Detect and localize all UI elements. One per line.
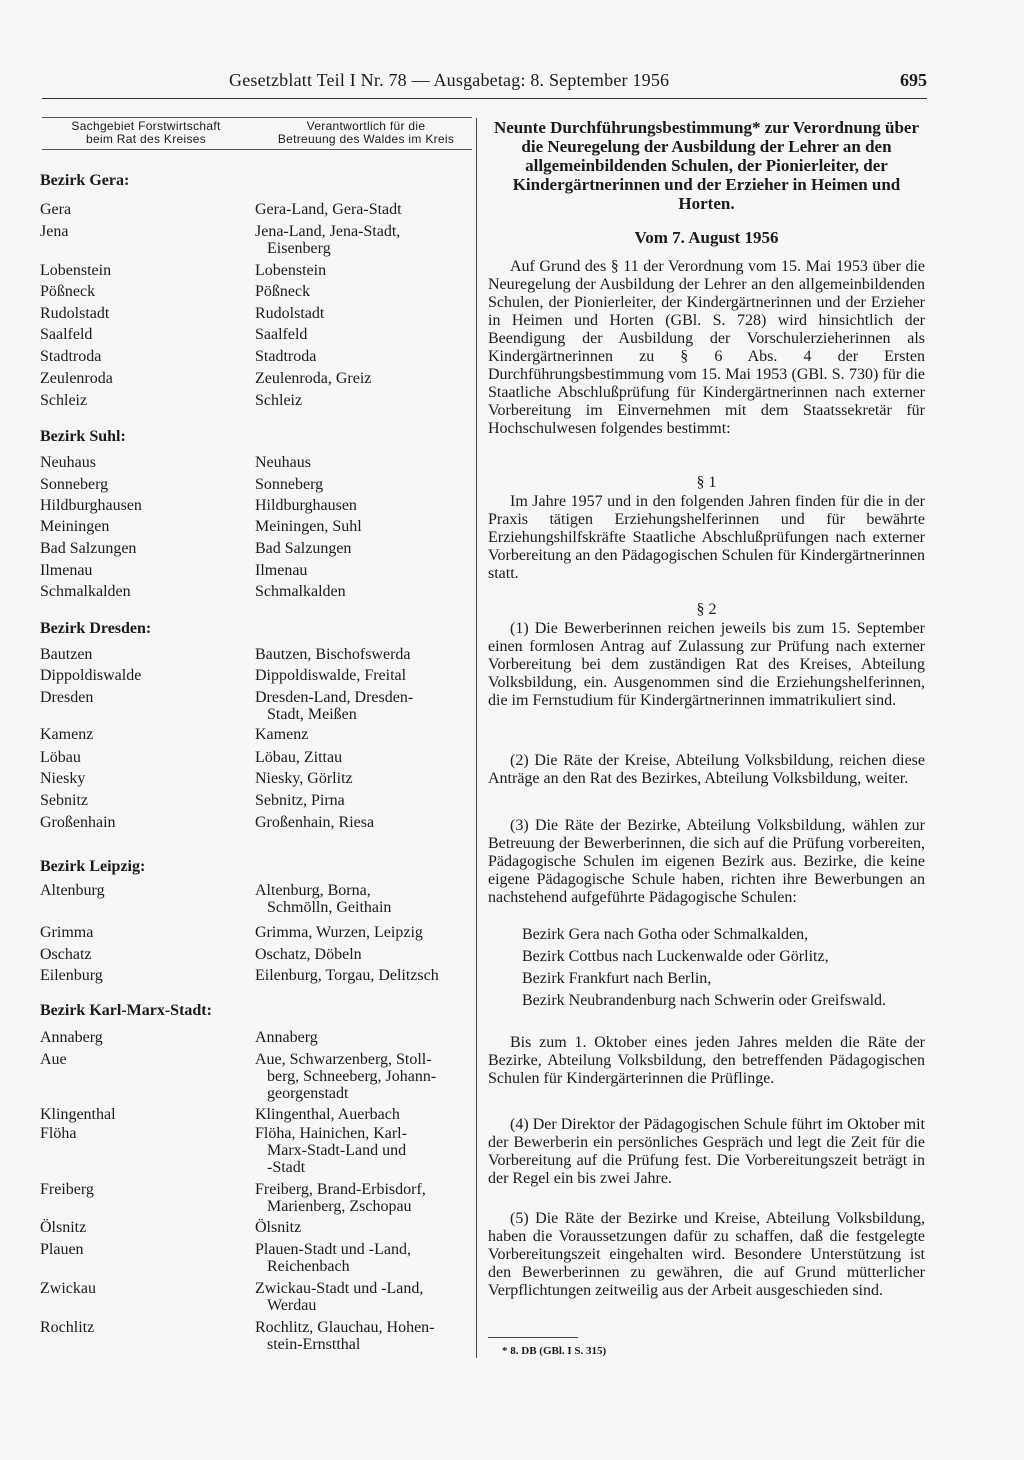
decree-date-block bbox=[488, 228, 925, 247]
responsible-kreise bbox=[255, 223, 471, 257]
section-2-heading: § 2 bbox=[696, 601, 717, 618]
responsible-line: Klingenthal, Auerbach bbox=[255, 1106, 400, 1123]
kreis-name: Dresden bbox=[40, 689, 94, 706]
responsible-line: Werdau bbox=[267, 1297, 317, 1314]
responsible-line: Zwickau-Stadt und -Land, bbox=[255, 1280, 424, 1297]
responsible-line: Bautzen, Bischofswerda bbox=[255, 646, 411, 663]
kreis-name: Zeulenroda bbox=[40, 370, 113, 387]
kreis-name: Aue bbox=[40, 1051, 67, 1068]
district-heading: Bezirk Dresden: bbox=[40, 620, 152, 637]
responsible-line: Gera-Land, Gera-Stadt bbox=[255, 201, 402, 218]
responsible-line: Pößneck bbox=[255, 283, 311, 300]
responsible-line: -Stadt bbox=[267, 1159, 306, 1176]
kreis-name: Bad Salzungen bbox=[40, 540, 137, 557]
responsible-line: Plauen-Stadt und -Land, bbox=[255, 1241, 411, 1258]
table-top-rule bbox=[42, 117, 472, 118]
kreis-name: Neuhaus bbox=[40, 454, 96, 471]
header-rule bbox=[42, 98, 927, 99]
preamble: Auf Grund des § 11 der Verordnung vom 15. Mai 1953 über die Neuregelung der Ausbildung der Lehrer an den allgemeinbildenden Schulen, der Pionierleiter, der Kindergärtnerinnen und der Erzieher in Heimen und Horten (GBl. S. 728) wird hinsichtlich der Beendigung der Ausbildung der Vorschulerzieherinnen als Kindergärtnerinnen zu § 6 Abs. 4 der Ersten Durchführungsbestimmung vom 15. Mai 1953 (GBl. S. 730) für die Staatliche Abschlußprüfung für Kindergärtnerinnen nach externer Vorbereitung im Einvernehmen mit dem Staatssekretär für Hochschulwesen folgendes bestimmt: bbox=[488, 258, 925, 437]
responsible-kreise bbox=[255, 283, 471, 300]
responsible-line: Großenhain, Riesa bbox=[255, 814, 375, 831]
page-number: 695 bbox=[900, 70, 927, 90]
responsible-line: berg, Schneeberg, Johann- bbox=[267, 1068, 437, 1085]
kreis-name: Sebnitz bbox=[40, 792, 88, 809]
kreis-name: Stadtroda bbox=[40, 348, 102, 365]
kreis-name: Annaberg bbox=[40, 1029, 103, 1046]
responsible-line: Annaberg bbox=[255, 1029, 318, 1046]
section-1-heading: § 1 bbox=[696, 474, 717, 491]
responsible-line: georgenstadt bbox=[267, 1085, 349, 1102]
responsible-kreise bbox=[255, 562, 471, 579]
responsible-line: Sebnitz, Pirna bbox=[255, 792, 345, 809]
responsible-kreise bbox=[255, 726, 471, 743]
responsible-kreise bbox=[255, 540, 471, 557]
kreis-name: Plauen bbox=[40, 1241, 84, 1258]
col1-header-line2: beim Rat des Kreises bbox=[85, 132, 207, 146]
responsible-line: Löbau, Zittau bbox=[255, 749, 343, 766]
responsible-kreise bbox=[255, 518, 471, 535]
responsible-line: Sonneberg bbox=[255, 476, 324, 493]
kreis-name: Schleiz bbox=[40, 392, 88, 409]
school-ref-4: Bezirk Neubrandenburg nach Schwerin oder Greifswald. bbox=[522, 992, 887, 1009]
section-2-para-4: (4) Der Direktor der Pädagogischen Schule führt im Oktober mit der Bewerberin ein persönliches Gespräch und legt die Zeit für die Vorbereitung auf die Prüfung fest. Die Vorbereitungszeit beträgt in der Regel ein bis zwei Jahre. bbox=[488, 1116, 925, 1187]
kreis-name: Gera bbox=[40, 201, 72, 218]
responsible-kreise bbox=[255, 1219, 471, 1236]
responsible-kreise bbox=[255, 946, 471, 963]
kreis-name: Flöha bbox=[40, 1125, 77, 1142]
responsible-line: Marienberg, Zschopau bbox=[267, 1198, 412, 1215]
footnote-rule bbox=[488, 1337, 578, 1338]
kreis-name: Großenhain bbox=[40, 814, 116, 831]
responsible-kreise bbox=[255, 967, 471, 984]
district-heading: Bezirk Suhl: bbox=[40, 428, 126, 445]
kreis-name: Sonneberg bbox=[40, 476, 109, 493]
responsible-line: Neuhaus bbox=[255, 454, 311, 471]
section-2-para-2: (2) Die Räte der Kreise, Abteilung Volksbildung, reichen diese Anträge an den Rat des Bezirkes, Abteilung Volksbildung, weiter. bbox=[488, 752, 925, 787]
footnote: * 8. DB (GBl. I S. 315) bbox=[502, 1345, 607, 1357]
gazette-title: Gesetzblatt Teil I Nr. 78 — Ausgabetag: 8. September 1956 bbox=[229, 70, 670, 90]
responsible-line: Flöha, Hainichen, Karl- bbox=[255, 1125, 407, 1142]
table-header-col1 bbox=[44, 120, 248, 146]
responsible-line: Zeulenroda, Greiz bbox=[255, 370, 372, 387]
responsible-line: Dresden-Land, Dresden- bbox=[255, 689, 414, 706]
kreis-name: Grimma bbox=[40, 924, 94, 941]
responsible-line: stein-Ernstthal bbox=[267, 1336, 361, 1353]
kreis-name: Pößneck bbox=[40, 283, 96, 300]
responsible-kreise bbox=[255, 667, 471, 684]
responsible-kreise bbox=[255, 1280, 471, 1314]
section-1-text: Im Jahre 1957 und in den folgenden Jahren finden für die in der Praxis tätigen Erziehungshelferinnen und für bewährte Erziehungshilfskräfte Staatliche Abschlußprüfungen nach externer Vorbereitung an den Pädagogischen Schulen für Kindergärtnerinnen statt. bbox=[488, 493, 925, 582]
kreis-name: Bautzen bbox=[40, 646, 93, 663]
responsible-line: Niesky, Görlitz bbox=[255, 770, 353, 787]
table-header-rule bbox=[42, 149, 472, 150]
kreis-name: Klingenthal bbox=[40, 1106, 116, 1123]
kreis-name: Rudolstadt bbox=[40, 305, 110, 322]
kreis-name: Löbau bbox=[40, 749, 81, 766]
responsible-kreise bbox=[255, 454, 471, 471]
col1-header-line1: Sachgebiet Forstwirtschaft bbox=[71, 119, 221, 133]
responsible-kreise bbox=[255, 646, 471, 663]
responsible-line: Ölsnitz bbox=[255, 1219, 302, 1236]
responsible-line: Kamenz bbox=[255, 726, 309, 743]
responsible-line: Freiberg, Brand-Erbisdorf, bbox=[255, 1181, 426, 1198]
district-heading: Bezirk Leipzig: bbox=[40, 858, 146, 875]
kreis-name: Ölsnitz bbox=[40, 1219, 87, 1236]
section-2-para-3: (3) Die Räte der Bezirke, Abteilung Volksbildung, wählen zur Betreuung der Bewerberinnen, die sich auf die Prüfung vorbereiten, Pädagogische Schulen im eigenen Bezirk aus. Bezirke, die keine eigene Pädagogische Schule haben, richten ihre Bewerbungen an nachstehend aufgeführte Pädagogische Schulen: bbox=[488, 817, 925, 906]
kreis-name: Dippoldiswalde bbox=[40, 667, 142, 684]
kreis-name: Schmalkalden bbox=[40, 583, 131, 600]
page-header bbox=[229, 70, 927, 98]
kreis-name: Niesky bbox=[40, 770, 86, 787]
responsible-kreise bbox=[255, 583, 471, 600]
responsible-line: Stadt, Meißen bbox=[267, 706, 357, 723]
kreis-name: Kamenz bbox=[40, 726, 94, 743]
responsible-kreise bbox=[255, 792, 471, 809]
col2-header-line1: Verantwortlich für die bbox=[306, 119, 426, 133]
responsible-line: Eilenburg, Torgau, Delitzsch bbox=[255, 967, 439, 984]
responsible-kreise bbox=[255, 476, 471, 493]
kreis-name: Altenburg bbox=[40, 882, 105, 899]
kreis-name: Meiningen bbox=[40, 518, 110, 535]
responsible-line: Dippoldiswalde, Freital bbox=[255, 667, 407, 684]
kreis-name: Zwickau bbox=[40, 1280, 96, 1297]
responsible-line: Oschatz, Döbeln bbox=[255, 946, 362, 963]
school-ref-1: Bezirk Gera nach Gotha oder Schmalkalden, bbox=[522, 926, 809, 943]
responsible-kreise bbox=[255, 497, 471, 514]
column-divider bbox=[476, 118, 477, 1358]
kreis-name: Jena bbox=[40, 223, 69, 240]
kreis-name: Rochlitz bbox=[40, 1319, 95, 1336]
kreis-name: Ilmenau bbox=[40, 562, 93, 579]
responsible-kreise bbox=[255, 262, 471, 279]
section-2-para-5: (5) Die Räte der Bezirke und Kreise, Abteilung Volksbildung, haben die Voraussetzungen dafür zu schaffen, daß die festgelegte Vorbereitungszeit eingehalten wird. Besondere Unterstützung ist den Bewerberinnen zu gewähren, die auf Grund mütterlicher Verpflichtungen zeitweilig aus der Arbeit ausgeschieden sind. bbox=[488, 1210, 925, 1299]
responsible-kreise bbox=[255, 689, 471, 723]
school-ref-2: Bezirk Cottbus nach Luckenwalde oder Görlitz, bbox=[522, 948, 829, 965]
responsible-line: Grimma, Wurzen, Leipzig bbox=[255, 924, 423, 941]
section-2-para-1: (1) Die Bewerberinnen reichen jeweils bis zum 15. September einen formlosen Antrag auf Zulassung zur Prüfung nach externer Vorbereitung bei dem zuständigen Rat des Kreises, Abteilung Volksbildung, ein. Ausgenommen sind die Erziehungshelferinnen, die im Fernstudium für Kindergärtnerinnen immatrikuliert sind. bbox=[488, 620, 925, 709]
responsible-kreise bbox=[255, 749, 471, 766]
responsible-kreise bbox=[255, 1241, 471, 1275]
responsible-line: Eisenberg bbox=[267, 240, 331, 257]
responsible-line: Schmalkalden bbox=[255, 583, 346, 600]
responsible-line: Lobenstein bbox=[255, 262, 327, 279]
responsible-line: Stadtroda bbox=[255, 348, 317, 365]
responsible-kreise bbox=[255, 201, 471, 218]
school-ref-3: Bezirk Frankfurt nach Berlin, bbox=[522, 970, 712, 987]
responsible-kreise bbox=[255, 1125, 471, 1176]
district-heading: Bezirk Gera: bbox=[40, 172, 130, 189]
responsible-line: Hildburghausen bbox=[255, 497, 357, 514]
responsible-line: Bad Salzungen bbox=[255, 540, 352, 557]
kreis-name: Freiberg bbox=[40, 1181, 94, 1198]
responsible-line: Rudolstadt bbox=[255, 305, 325, 322]
decree-date: Vom 7. August 1956 bbox=[634, 228, 779, 247]
responsible-kreise bbox=[255, 814, 471, 831]
table-header-col2 bbox=[258, 120, 474, 146]
responsible-kreise bbox=[255, 1106, 471, 1123]
responsible-line: Rochlitz, Glauchau, Hohen- bbox=[255, 1319, 435, 1336]
responsible-kreise bbox=[255, 1319, 471, 1353]
responsible-kreise bbox=[255, 1029, 471, 1046]
responsible-kreise bbox=[255, 305, 471, 322]
responsible-kreise bbox=[255, 1051, 471, 1102]
responsible-kreise bbox=[255, 882, 471, 916]
responsible-line: Aue, Schwarzenberg, Stoll- bbox=[255, 1051, 432, 1068]
responsible-line: Schmölln, Geithain bbox=[267, 899, 392, 916]
section-2-para-3b: Bis zum 1. Oktober eines jeden Jahres melden die Räte der Bezirke, Abteilung Volksbildung, den betreffenden Pädagogischen Schulen für Kindergärterinnen die Prüflinge. bbox=[488, 1034, 925, 1087]
responsible-kreise bbox=[255, 924, 471, 941]
district-heading: Bezirk Karl-Marx-Stadt: bbox=[40, 1002, 212, 1019]
responsible-line: Reichenbach bbox=[267, 1258, 350, 1275]
col2-header-line2: Betreuung des Waldes im Kreis bbox=[277, 132, 455, 146]
responsible-line: Altenburg, Borna, bbox=[255, 882, 371, 899]
responsible-kreise bbox=[255, 370, 471, 387]
kreis-name: Hildburghausen bbox=[40, 497, 142, 514]
decree-heading: Neunte Durchführungsbestimmung* zur Verordnung über die Neuregelung der Ausbildung der Lehrer an den allgemeinbildenden Schulen, der Pionierleiter, der Kindergärtnerinnen und der Erzieher in Heimen und Horten. bbox=[493, 118, 920, 213]
kreis-name: Lobenstein bbox=[40, 262, 112, 279]
responsible-kreise bbox=[255, 326, 471, 343]
responsible-line: Schleiz bbox=[255, 392, 303, 409]
kreis-name: Saalfeld bbox=[40, 326, 93, 343]
responsible-line: Saalfeld bbox=[255, 326, 308, 343]
responsible-line: Meiningen, Suhl bbox=[255, 518, 362, 535]
responsible-kreise bbox=[255, 770, 471, 787]
responsible-line: Marx-Stadt-Land und bbox=[267, 1142, 407, 1159]
decree-title bbox=[488, 118, 925, 213]
responsible-kreise bbox=[255, 348, 471, 365]
responsible-line: Ilmenau bbox=[255, 562, 308, 579]
responsible-kreise bbox=[255, 392, 471, 409]
responsible-line: Jena-Land, Jena-Stadt, bbox=[255, 223, 401, 240]
kreis-name: Eilenburg bbox=[40, 967, 103, 984]
kreis-name: Oschatz bbox=[40, 946, 92, 963]
responsible-kreise bbox=[255, 1181, 471, 1215]
